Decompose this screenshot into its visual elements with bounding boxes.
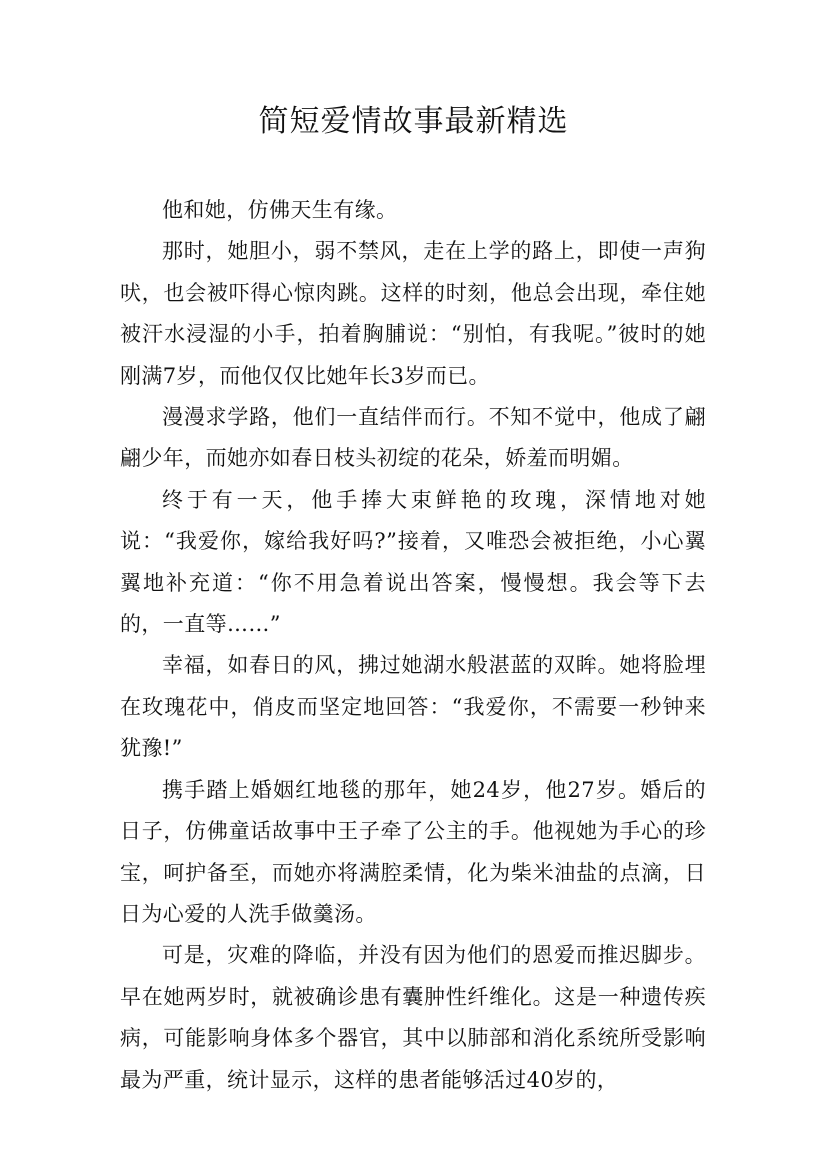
paragraph: 漫漫求学路，他们一直结伴而行。不知不觉中，他成了翩翩少年，而她亦如春日枝头初绽的花朵，娇羞而明媚。 bbox=[120, 405, 706, 471]
paragraph: 那时，她胆小，弱不禁风，走在上学的路上，即使一声狗吠，也会被吓得心惊肉跳。这样的时刻，他总会出现，牵住她被汗水浸湿的小手，拍着胸脯说：“别怕，有我呢。”彼时的她刚满7岁，而他仅仅比她年长3岁而已。 bbox=[120, 239, 706, 388]
document-title: 简短爱情故事最新精选 bbox=[258, 104, 569, 139]
paragraph: 可是，灾难的降临，并没有因为他们的恩爱而推迟脚步。早在她两岁时，就被确诊患有囊肿性纤维化。这是一种遗传疾病，可能影响身体多个器官，其中以肺部和消化系统所受影响最为严重，统计显示，这样的患者能够活过40岁的， bbox=[120, 943, 706, 1092]
document-body bbox=[120, 190, 706, 1101]
paragraph: 携手踏上婚姻红地毯的那年，她24岁，他27岁。婚后的日子，仿佛童话故事中王子牵了公主的手。他视她为手心的珍宝，呵护备至，而她亦将满腔柔情，化为柴米油盐的点滴，日日为心爱的人洗手做羹汤。 bbox=[120, 777, 706, 926]
paragraph: 终于有一天，他手捧大束鲜艳的玫瑰，深情地对她说：“我爱你，嫁给我好吗?”接着，又唯恐会被拒绝，小心翼翼地补充道：“你不用急着说出答案，慢慢想。我会等下去的，一直等……” bbox=[120, 487, 706, 637]
paragraph: 幸福，如春日的风，拂过她湖水般湛蓝的双眸。她将脸埋在玫瑰花中，俏皮而坚定地回答：“我爱你，不需要一秒钟来犹豫!” bbox=[120, 653, 706, 761]
paragraph: 他和她，仿佛天生有缘。 bbox=[162, 198, 398, 222]
